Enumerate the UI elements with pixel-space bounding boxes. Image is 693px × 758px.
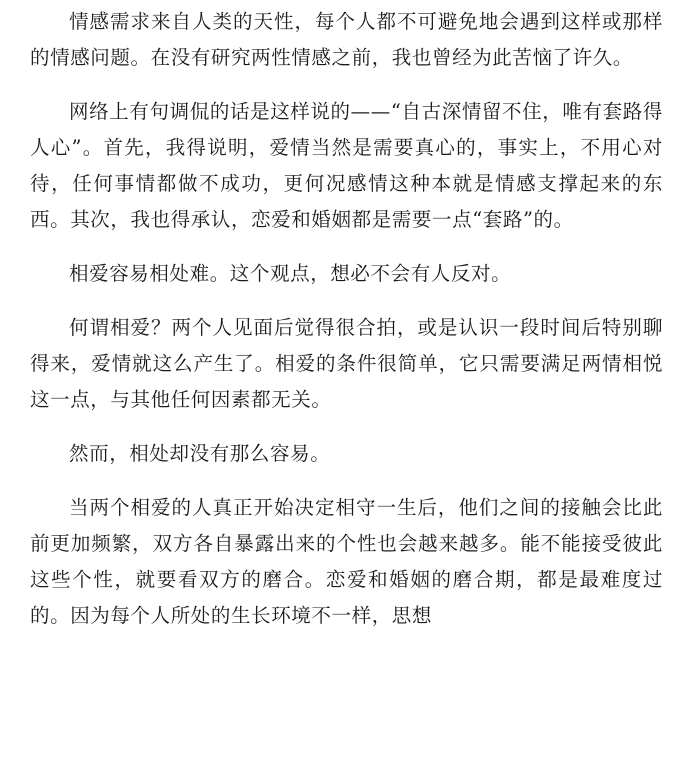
- paragraph: 然而，相处却没有那么容易。: [69, 442, 331, 465]
- paragraph: 何谓相爱？两个人见面后觉得很合拍，或是认识一段时间后特别聊得来，爱情就这么产生了。相爱的条件很简单，它只需要满足两情相悦这一点，与其他任何因素都无关。: [30, 316, 663, 411]
- paragraph: 情感需求来自人类的天性，每个人都不可避免地会遇到这样或那样的情感问题。在没有研究两性情感之前，我也曾经为此苦恼了许久。: [30, 10, 663, 69]
- paragraph: 相爱容易相处难。这个观点，想必不会有人反对。: [69, 262, 512, 285]
- paragraph: 当两个相爱的人真正开始决定相守一生后，他们之间的接触会比此前更加频繁，双方各自暴露出来的个性也会越来越多。能不能接受彼此这些个性，就要看双方的磨合。恋爱和婚姻的磨合期，都是最难度过的。因为每个人所处的生长环境不一样，思想: [30, 496, 663, 627]
- paragraph: 网络上有句调侃的话是这样说的——“自古深情留不住，唯有套路得人心”。首先，我得说明，爱情当然是需要真心的，事实上，不用心对待，任何事情都做不成功，更何况感情这种本就是情感支撑起来的东西。其次，我也得承认，恋爱和婚姻都是需要一点“套路”的。: [30, 100, 663, 231]
- document-body: [30, 4, 663, 652]
